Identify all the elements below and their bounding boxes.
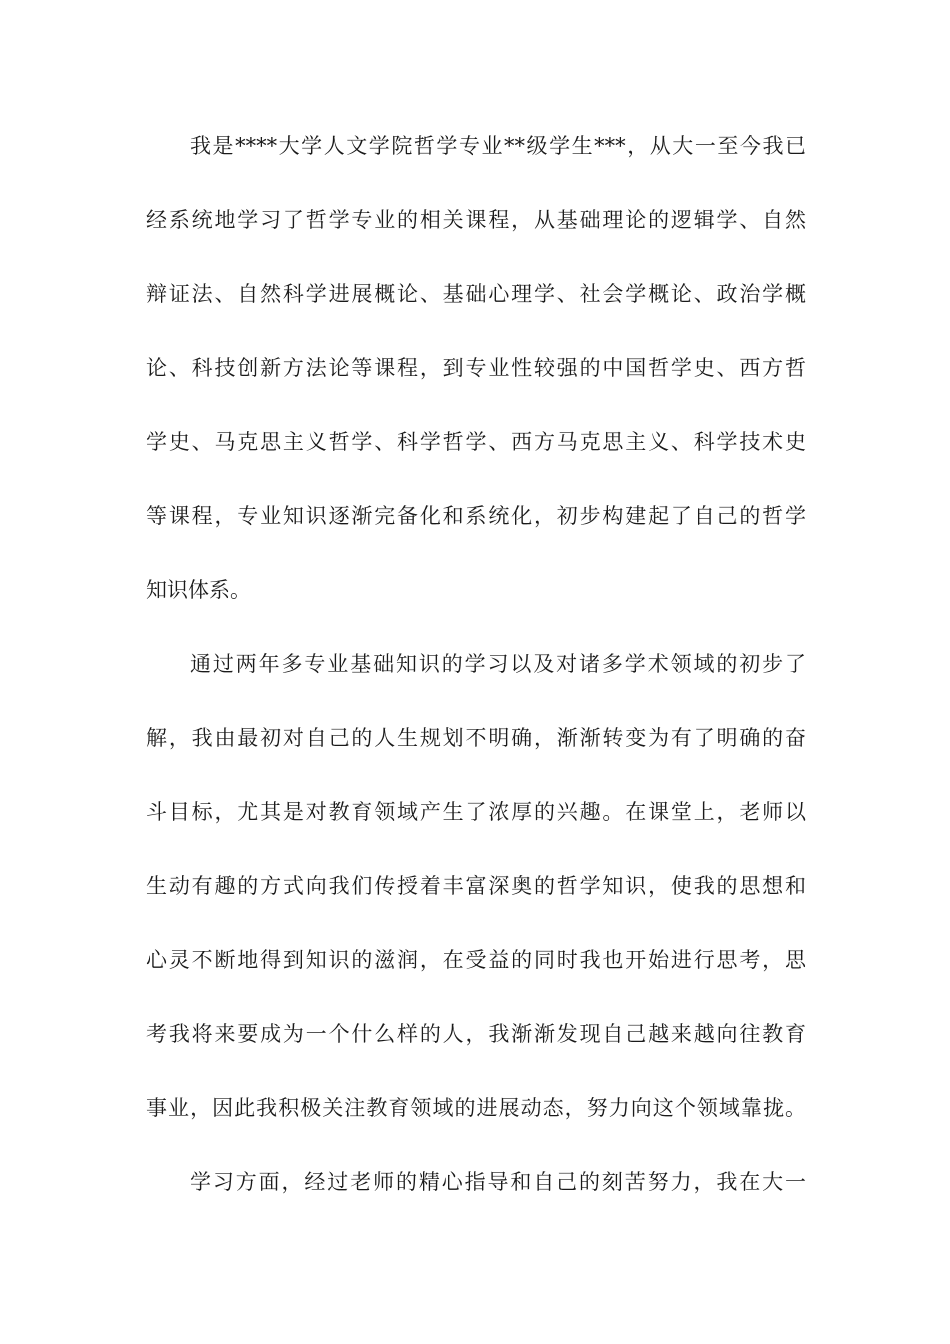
paragraph-2-line-4: 生动有趣的方式向我们传授着丰富深奥的哲学知识，使我的思想和 — [146, 874, 806, 898]
paragraph-1-line-3: 辩证法、自然科学进展概论、基础心理学、社会学概论、政治学概 — [146, 282, 806, 306]
paragraph-2-line-2: 解，我由最初对自己的人生规划不明确，渐渐转变为有了明确的奋 — [146, 726, 806, 750]
paragraph-1-line-2: 经系统地学习了哲学专业的相关课程，从基础理论的逻辑学、自然 — [146, 208, 806, 232]
paragraph-1-line-4: 论、科技创新方法论等课程，到专业性较强的中国哲学史、西方哲 — [146, 356, 806, 380]
paragraph-1-line-7: 知识体系。 — [146, 578, 251, 602]
paragraph-3-line-1: 学习方面，经过老师的精心指导和自己的刻苦努力，我在大一 — [190, 1170, 806, 1194]
paragraph-1-line-6: 等课程，专业知识逐渐完备化和系统化，初步构建起了自己的哲学 — [146, 504, 806, 528]
paragraph-1-line-5: 学史、马克思主义哲学、科学哲学、西方马克思主义、科学技术史 — [146, 430, 806, 454]
paragraph-2-line-7: 事业，因此我积极关注教育领域的进展动态，努力向这个领域靠拢。 — [146, 1096, 806, 1120]
paragraph-2-line-3: 斗目标，尤其是对教育领域产生了浓厚的兴趣。在课堂上，老师以 — [146, 800, 806, 824]
paragraph-2-line-6: 考我将来要成为一个什么样的人，我渐渐发现自己越来越向往教育 — [146, 1022, 806, 1046]
paragraph-2-line-5: 心灵不断地得到知识的滋润，在受益的同时我也开始进行思考，思 — [146, 948, 806, 972]
paragraph-1-line-1: 我是****大学人文学院哲学专业**级学生***，从大一至今我已 — [190, 134, 806, 158]
paragraph-2-line-1: 通过两年多专业基础知识的学习以及对诸多学术领域的初步了 — [190, 652, 806, 676]
